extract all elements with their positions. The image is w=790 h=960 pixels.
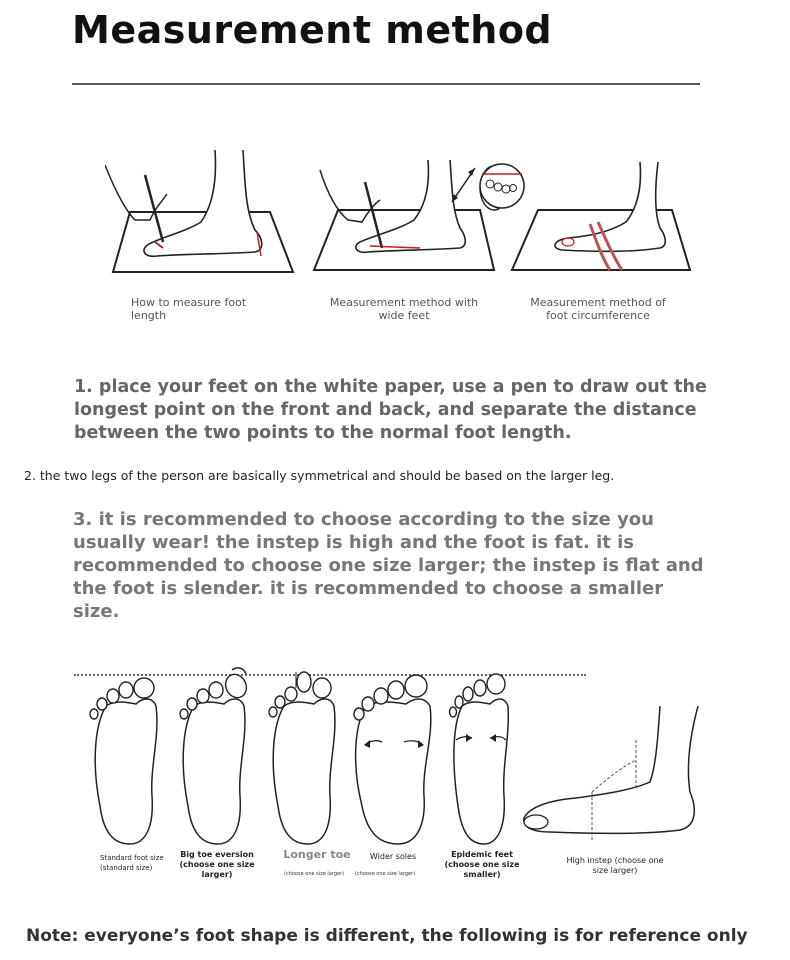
instruction-2: 2. the two legs of the person are basically symmetrical and should be based on the larger leg.	[24, 468, 615, 483]
caption-wide-feet: Measurement method with wide feet	[329, 296, 479, 322]
longer-toe-illustration	[266, 668, 344, 848]
label-longer-toe: Longer toe	[283, 848, 351, 861]
label-big-toe-eversion: Big toe eversion (choose one size larger)	[179, 850, 255, 879]
instruction-1: 1. place your feet on the white paper, use a pen to draw out the longest point on the front and back, and separate the distance between the two points to the normal foot length.	[74, 377, 707, 443]
label-epidemic-feet: Epidemic feet (choose one size smaller)	[444, 850, 520, 879]
sublabel-longer-toe: (choose one size larger)	[284, 871, 345, 877]
wide-feet-illustration	[310, 160, 500, 275]
foot-circumference-illustration	[510, 162, 695, 274]
big-toe-eversion-illustration	[174, 666, 258, 848]
epidemic-feet-illustration	[444, 668, 522, 848]
standard-foot-illustration	[86, 676, 166, 848]
footer-note: Note: everyone’s foot shape is different, the following is for reference only	[26, 926, 748, 946]
sublabel-wider-soles: (choose one size larger)	[355, 871, 416, 877]
foot-length-illustration	[105, 150, 300, 280]
high-instep-illustration	[520, 706, 710, 846]
label-high-instep: High instep (choose one size larger)	[566, 856, 664, 875]
caption-foot-length: How to measure foot length	[131, 296, 247, 322]
wider-soles-illustration	[352, 668, 438, 848]
label-standard-foot: Standard foot size (standard size)	[100, 854, 164, 872]
caption-foot-circumference: Measurement method of foot circumference	[530, 296, 666, 322]
instruction-3: 3. it is recommended to choose according to the size you usually wear! the instep is high and the foot is fat. it is recommended to choose one size larger; the instep is flat and the foot is slender. it is recommended to choose a smaller size.	[73, 509, 704, 622]
label-wider-soles: Wider soles	[369, 852, 417, 861]
title-divider	[72, 83, 700, 85]
page-title: Measurement method	[72, 8, 553, 52]
